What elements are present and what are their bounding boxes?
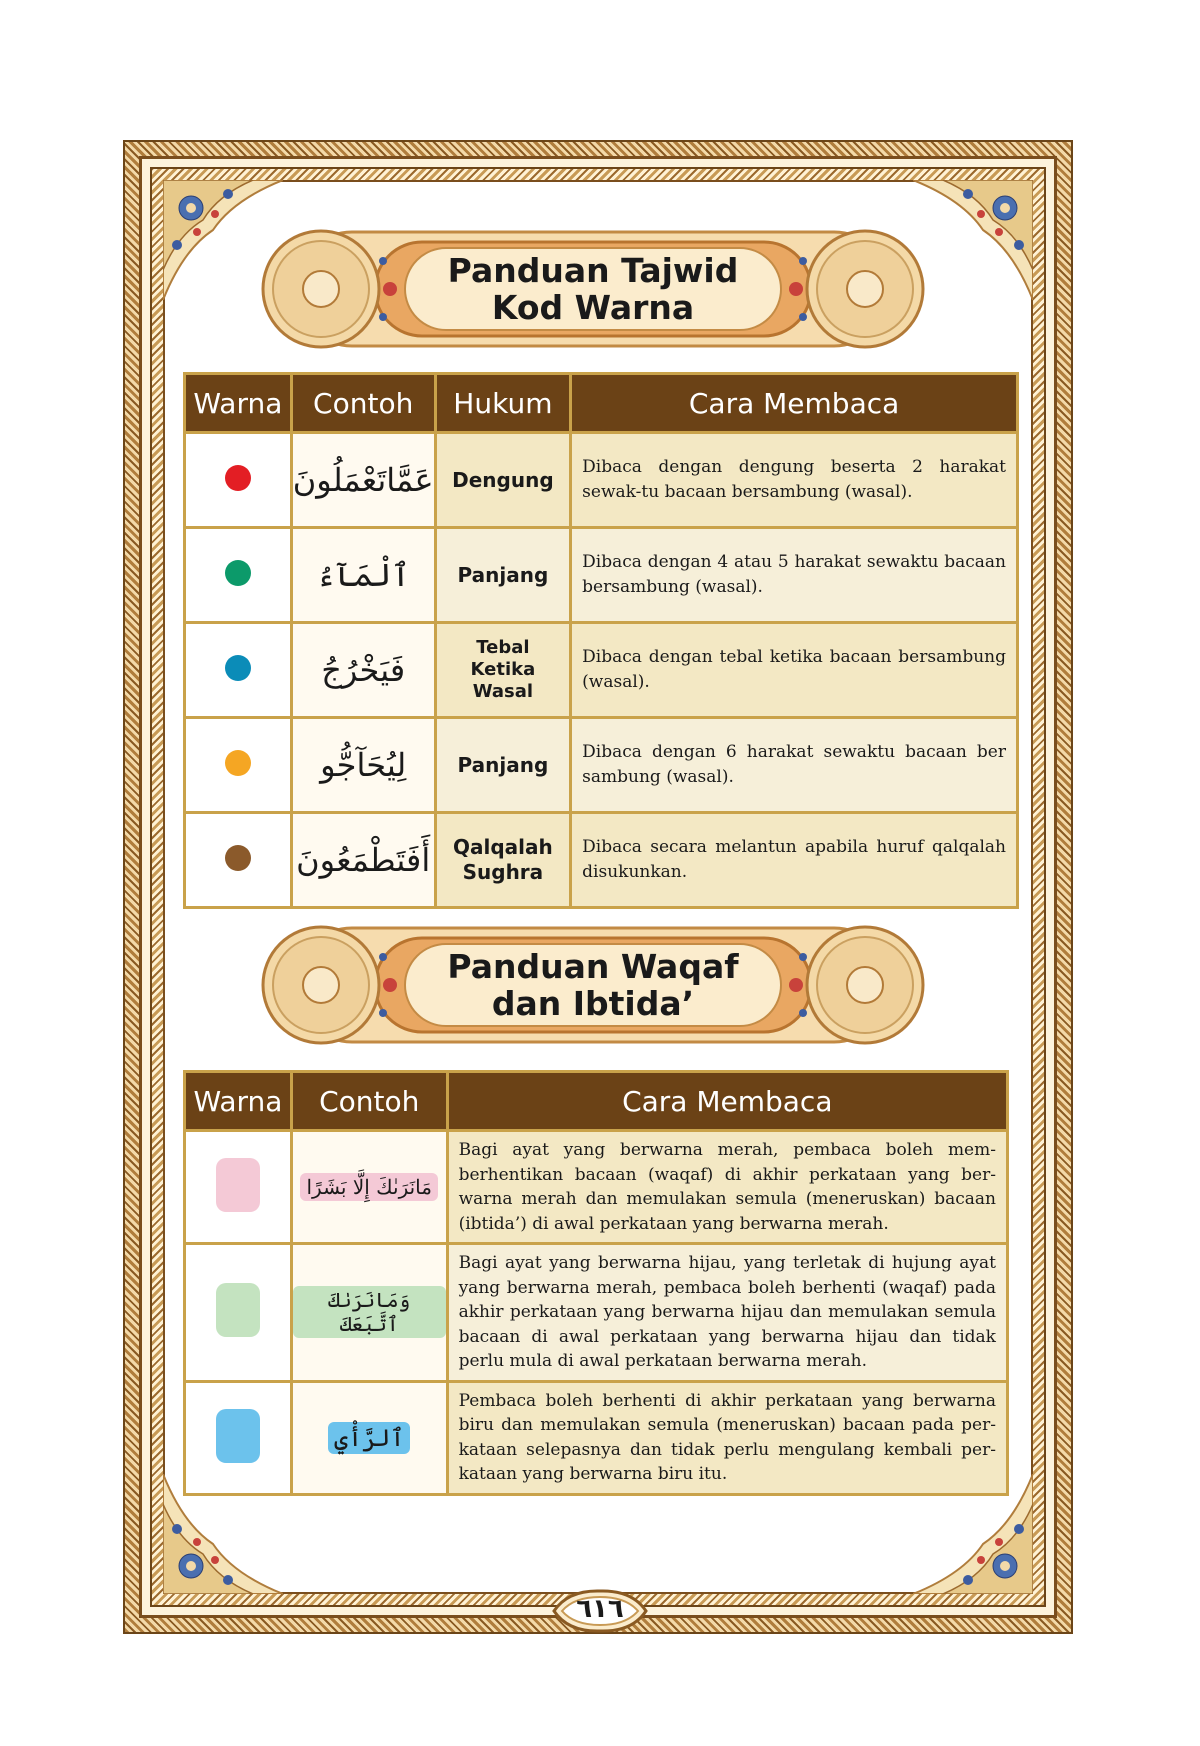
- color-dot-orange: [225, 750, 251, 776]
- header-cara-membaca: Cara Membaca: [447, 1072, 1007, 1131]
- cara-membaca-text: Dibaca secara melantun apabila huruf qalqalah disukunkan.: [571, 813, 1018, 908]
- page-number-badge: [548, 1588, 652, 1634]
- arabic-example: ٱلْمَآءُ: [316, 556, 411, 594]
- waqaf-title-banner: [255, 922, 931, 1048]
- cara-membaca-text: Bagi ayat yang berwarna hijau, yang terletak di hujung ayat yang berwarna merah, pembaca boleh berhenti (waqaf) pada akhir perkataan yang berwarna hijau dan memulakan semula bacaan di awal perkataan yang berwarna hijau dan tidak perlu mula di awal perkataan berwarna merah.: [447, 1244, 1007, 1382]
- cara-membaca-text: Dibaca dengan tebal ketika bacaan bersambung (wasal).: [571, 623, 1018, 718]
- hukum-line: Wasal: [472, 681, 534, 702]
- cara-membaca-text: Dibaca dengan 6 harakat sewaktu bacaan ber sambung (wasal).: [571, 718, 1018, 813]
- color-dot-red: [225, 465, 251, 491]
- hukum-line: Qalqalah: [453, 835, 553, 859]
- waqaf-title-line1: Panduan Waqaf: [447, 947, 739, 986]
- corner-ornament-top-right: [913, 180, 1033, 300]
- table-row: [185, 433, 1018, 528]
- table-header-row: [185, 1072, 1008, 1131]
- table-row: [185, 718, 1018, 813]
- arabic-example: ٱلرَّأْيِ: [328, 1422, 410, 1454]
- hukum-label: Panjang: [435, 528, 571, 623]
- table-row: [185, 1244, 1008, 1382]
- arabic-example: لِيُحَآجُّو: [320, 746, 407, 784]
- hukum-line: Ketika: [470, 659, 536, 680]
- color-dot-brown: [225, 845, 251, 871]
- waqaf-title-line2: dan Ibtida’: [491, 984, 695, 1023]
- header-cara-membaca: Cara Membaca: [571, 374, 1018, 433]
- cara-membaca-text: Dibaca dengan dengung beserta 2 harakat sewak-tu bacaan bersambung (wasal).: [571, 433, 1018, 528]
- table-row: [185, 528, 1018, 623]
- hukum-label: Panjang: [435, 718, 571, 813]
- color-dot-blue: [225, 655, 251, 681]
- waqaf-ibtida-table: [183, 1070, 1009, 1496]
- table-row: [185, 623, 1018, 718]
- tajwid-title-line1: Panduan Tajwid: [447, 251, 739, 290]
- hukum-label: [435, 623, 571, 718]
- header-warna: Warna: [185, 1072, 292, 1131]
- hukum-line: Sughra: [462, 860, 544, 884]
- arabic-example: فَيَخْرُجُ: [321, 651, 406, 689]
- arabic-example: أَفَتَطْمَعُونَ: [296, 841, 431, 879]
- tajwid-color-table: [183, 372, 1019, 909]
- tajwid-title-line2: Kod Warna: [491, 288, 695, 327]
- color-swatch-green: [216, 1283, 260, 1337]
- table-row: [185, 813, 1018, 908]
- table-row: [185, 1131, 1008, 1244]
- hukum-label: Dengung: [435, 433, 571, 528]
- arabic-example: عَمَّاتَعْمَلُونَ: [292, 461, 434, 499]
- color-dot-green: [225, 560, 251, 586]
- hukum-label: [435, 813, 571, 908]
- cara-membaca-text: Dibaca dengan 4 atau 5 harakat sewaktu bacaan bersambung (wasal).: [571, 528, 1018, 623]
- header-contoh: Contoh: [291, 1072, 447, 1131]
- header-warna: Warna: [185, 374, 292, 433]
- arabic-example: وَمَانَرَىٰكَ ٱتَّبَعَكَ: [293, 1286, 446, 1338]
- page-number: ٦١٦: [576, 1594, 624, 1624]
- hukum-line: Tebal: [476, 637, 530, 658]
- cara-membaca-text: Bagi ayat yang berwarna merah, pembaca boleh mem-berhentikan bacaan (waqaf) di akhir perkataan yang ber-warna merah dan memulakan semula (meneruskan) bacaan (ibtida’) di awal perkataan yang berwarna merah.: [447, 1131, 1007, 1244]
- tajwid-title-banner: [255, 226, 931, 352]
- color-swatch-blue: [216, 1409, 260, 1463]
- table-header-row: [185, 374, 1018, 433]
- arabic-example: مَانَرَىٰكَ إِلَّا بَشَرًا: [300, 1173, 438, 1201]
- table-row: [185, 1381, 1008, 1494]
- cara-membaca-text: Pembaca boleh berhenti di akhir perkataan yang berwarna biru dan memulakan semula (meneruskan) bacaan pada per-kataan selepasnya dan tidak perlu mengulang kembali per-kataan yang berwarna biru itu.: [447, 1381, 1007, 1494]
- color-swatch-pink: [216, 1158, 260, 1212]
- header-hukum: Hukum: [435, 374, 571, 433]
- header-contoh: Contoh: [291, 374, 435, 433]
